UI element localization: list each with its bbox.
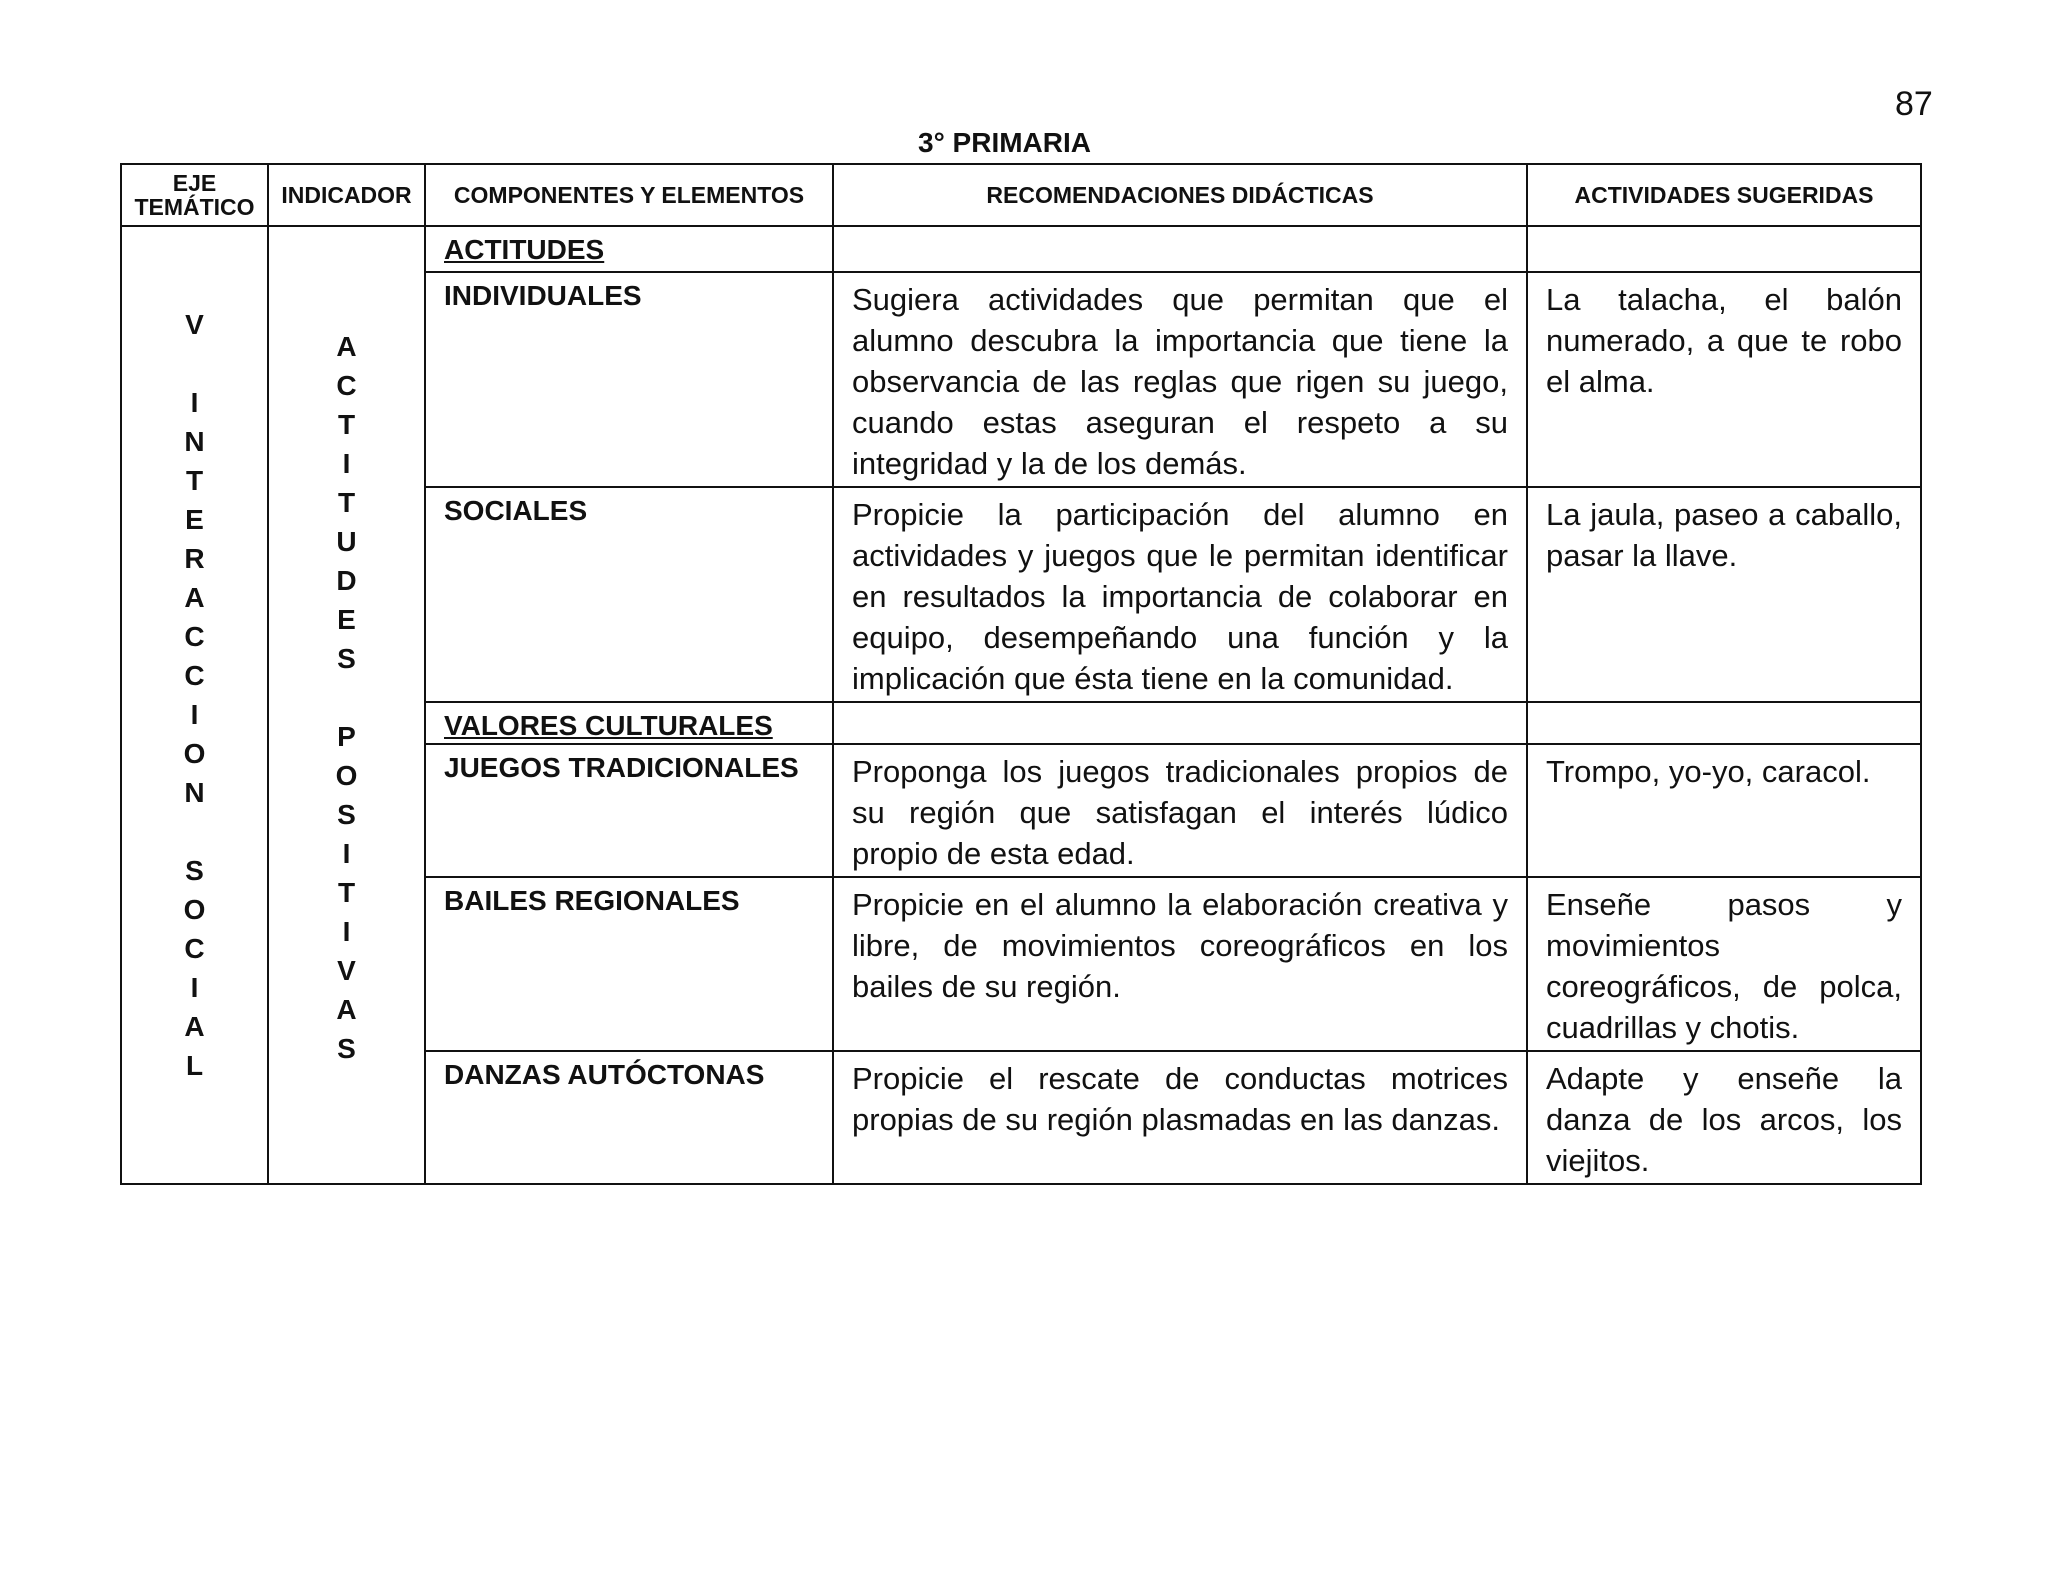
recomendacion-cell: Propicie en el alumno la elaboración creativa y libre, de movimientos coreográficos en los bailes de su región.: [833, 877, 1527, 1051]
indicador-letter: T: [337, 487, 356, 518]
eje-letter: C: [184, 660, 205, 691]
eje-letter: A: [184, 1011, 205, 1042]
eje-letter: R: [184, 543, 205, 574]
actividad-cell: [1527, 702, 1921, 744]
eje-letter: L: [185, 1050, 204, 1081]
componente-cell: VALORES CULTURALES: [425, 702, 833, 744]
indicador-letter: C: [336, 370, 357, 401]
actividad-cell: [1527, 226, 1921, 272]
indicador-letter: I: [342, 448, 351, 479]
componente-cell: DANZAS AUTÓCTONAS: [425, 1051, 833, 1184]
header-actividades: ACTIVIDADES SUGERIDAS: [1527, 164, 1921, 226]
indicador-letter: I: [342, 838, 351, 869]
eje-letter: O: [183, 894, 206, 925]
recomendacion-cell: [833, 702, 1527, 744]
actividad-cell: Adapte y enseñe la danza de los arcos, los viejitos.: [1527, 1051, 1921, 1184]
recomendacion-cell: [833, 226, 1527, 272]
eje-letter: I: [190, 972, 199, 1003]
eje-letter: T: [185, 465, 204, 496]
actividad-cell: La jaula, paseo a caballo, pasar la llave.: [1527, 487, 1921, 702]
indicador-letter: O: [335, 760, 358, 791]
eje-letter: O: [183, 738, 206, 769]
eje-tematico-cell: [121, 226, 268, 1184]
indicador-letter: P: [337, 721, 356, 752]
indicador-letter: D: [336, 565, 357, 596]
componente-cell: ACTITUDES: [425, 226, 833, 272]
eje-letter: E: [185, 504, 204, 535]
actividad-cell: Enseñe pasos y movimientos coreográficos, de polca, cuadrillas y chotis.: [1527, 877, 1921, 1051]
componente-cell: BAILES REGIONALES: [425, 877, 833, 1051]
actividad-cell: La talacha, el balón numerado, a que te robo el alma.: [1527, 272, 1921, 487]
recomendacion-cell: Propicie el rescate de conductas motrices propias de su región plasmadas en las danzas.: [833, 1051, 1527, 1184]
recomendacion-cell: Proponga los juegos tradicionales propios de su región que satisfagan el interés lúdico propio de esta edad.: [833, 744, 1527, 877]
componente-cell: SOCIALES: [425, 487, 833, 702]
recomendacion-cell: Sugiera actividades que permitan que el alumno descubra la importancia que tiene la observancia de las reglas que rigen su juego, cuando estas aseguran el respeto a su integridad y la de los demás.: [833, 272, 1527, 487]
recomendacion-cell: Propicie la participación del alumno en actividades y juegos que le permitan identificar en resultados la importancia de colaborar en equipo, desempeñando una función y la implicación que ésta tiene en la comunidad.: [833, 487, 1527, 702]
table-row: [121, 226, 1921, 272]
eje-letter: C: [184, 933, 205, 964]
componente-cell: INDIVIDUALES: [425, 272, 833, 487]
eje-letter: C: [184, 621, 205, 652]
indicador-letter: V: [337, 955, 356, 986]
indicador-letter: S: [337, 1033, 356, 1064]
indicador-cell: [268, 226, 425, 1184]
componente-cell: JUEGOS TRADICIONALES: [425, 744, 833, 877]
header-indicador: INDICADOR: [268, 164, 425, 226]
header-componentes: COMPONENTES Y ELEMENTOS: [425, 164, 833, 226]
header-recomendaciones: RECOMENDACIONES DIDÁCTICAS: [833, 164, 1527, 226]
indicador-letter: U: [336, 526, 357, 557]
header-row: [121, 164, 1921, 226]
header-eje-line1: EJE: [172, 170, 217, 196]
indicador-letter: T: [337, 877, 356, 908]
indicador-letter: A: [336, 994, 357, 1025]
eje-letter: A: [184, 582, 205, 613]
indicador-vertical-text: [269, 227, 424, 1068]
indicador-letter: S: [337, 799, 356, 830]
eje-letter: N: [184, 777, 205, 808]
indicador-letter: A: [336, 331, 357, 362]
eje-letter: N: [184, 426, 205, 457]
indicador-letter: T: [337, 409, 356, 440]
eje-vertical-text: [122, 227, 267, 1085]
indicador-letter: S: [337, 643, 356, 674]
eje-letter: V: [185, 309, 204, 340]
page-number: 87: [1895, 85, 1933, 123]
indicador-letter: I: [342, 916, 351, 947]
curriculum-table: [120, 163, 1922, 1185]
eje-letter: S: [185, 855, 204, 886]
actividad-cell: Trompo, yo-yo, caracol.: [1527, 744, 1921, 877]
header-eje-line2: TEMÁTICO: [134, 194, 255, 220]
eje-letter: I: [190, 699, 199, 730]
indicador-letter: E: [337, 604, 356, 635]
header-eje-tematico: [121, 164, 268, 226]
page-title: 3° PRIMARIA: [918, 127, 1091, 158]
eje-letter: I: [190, 387, 199, 418]
